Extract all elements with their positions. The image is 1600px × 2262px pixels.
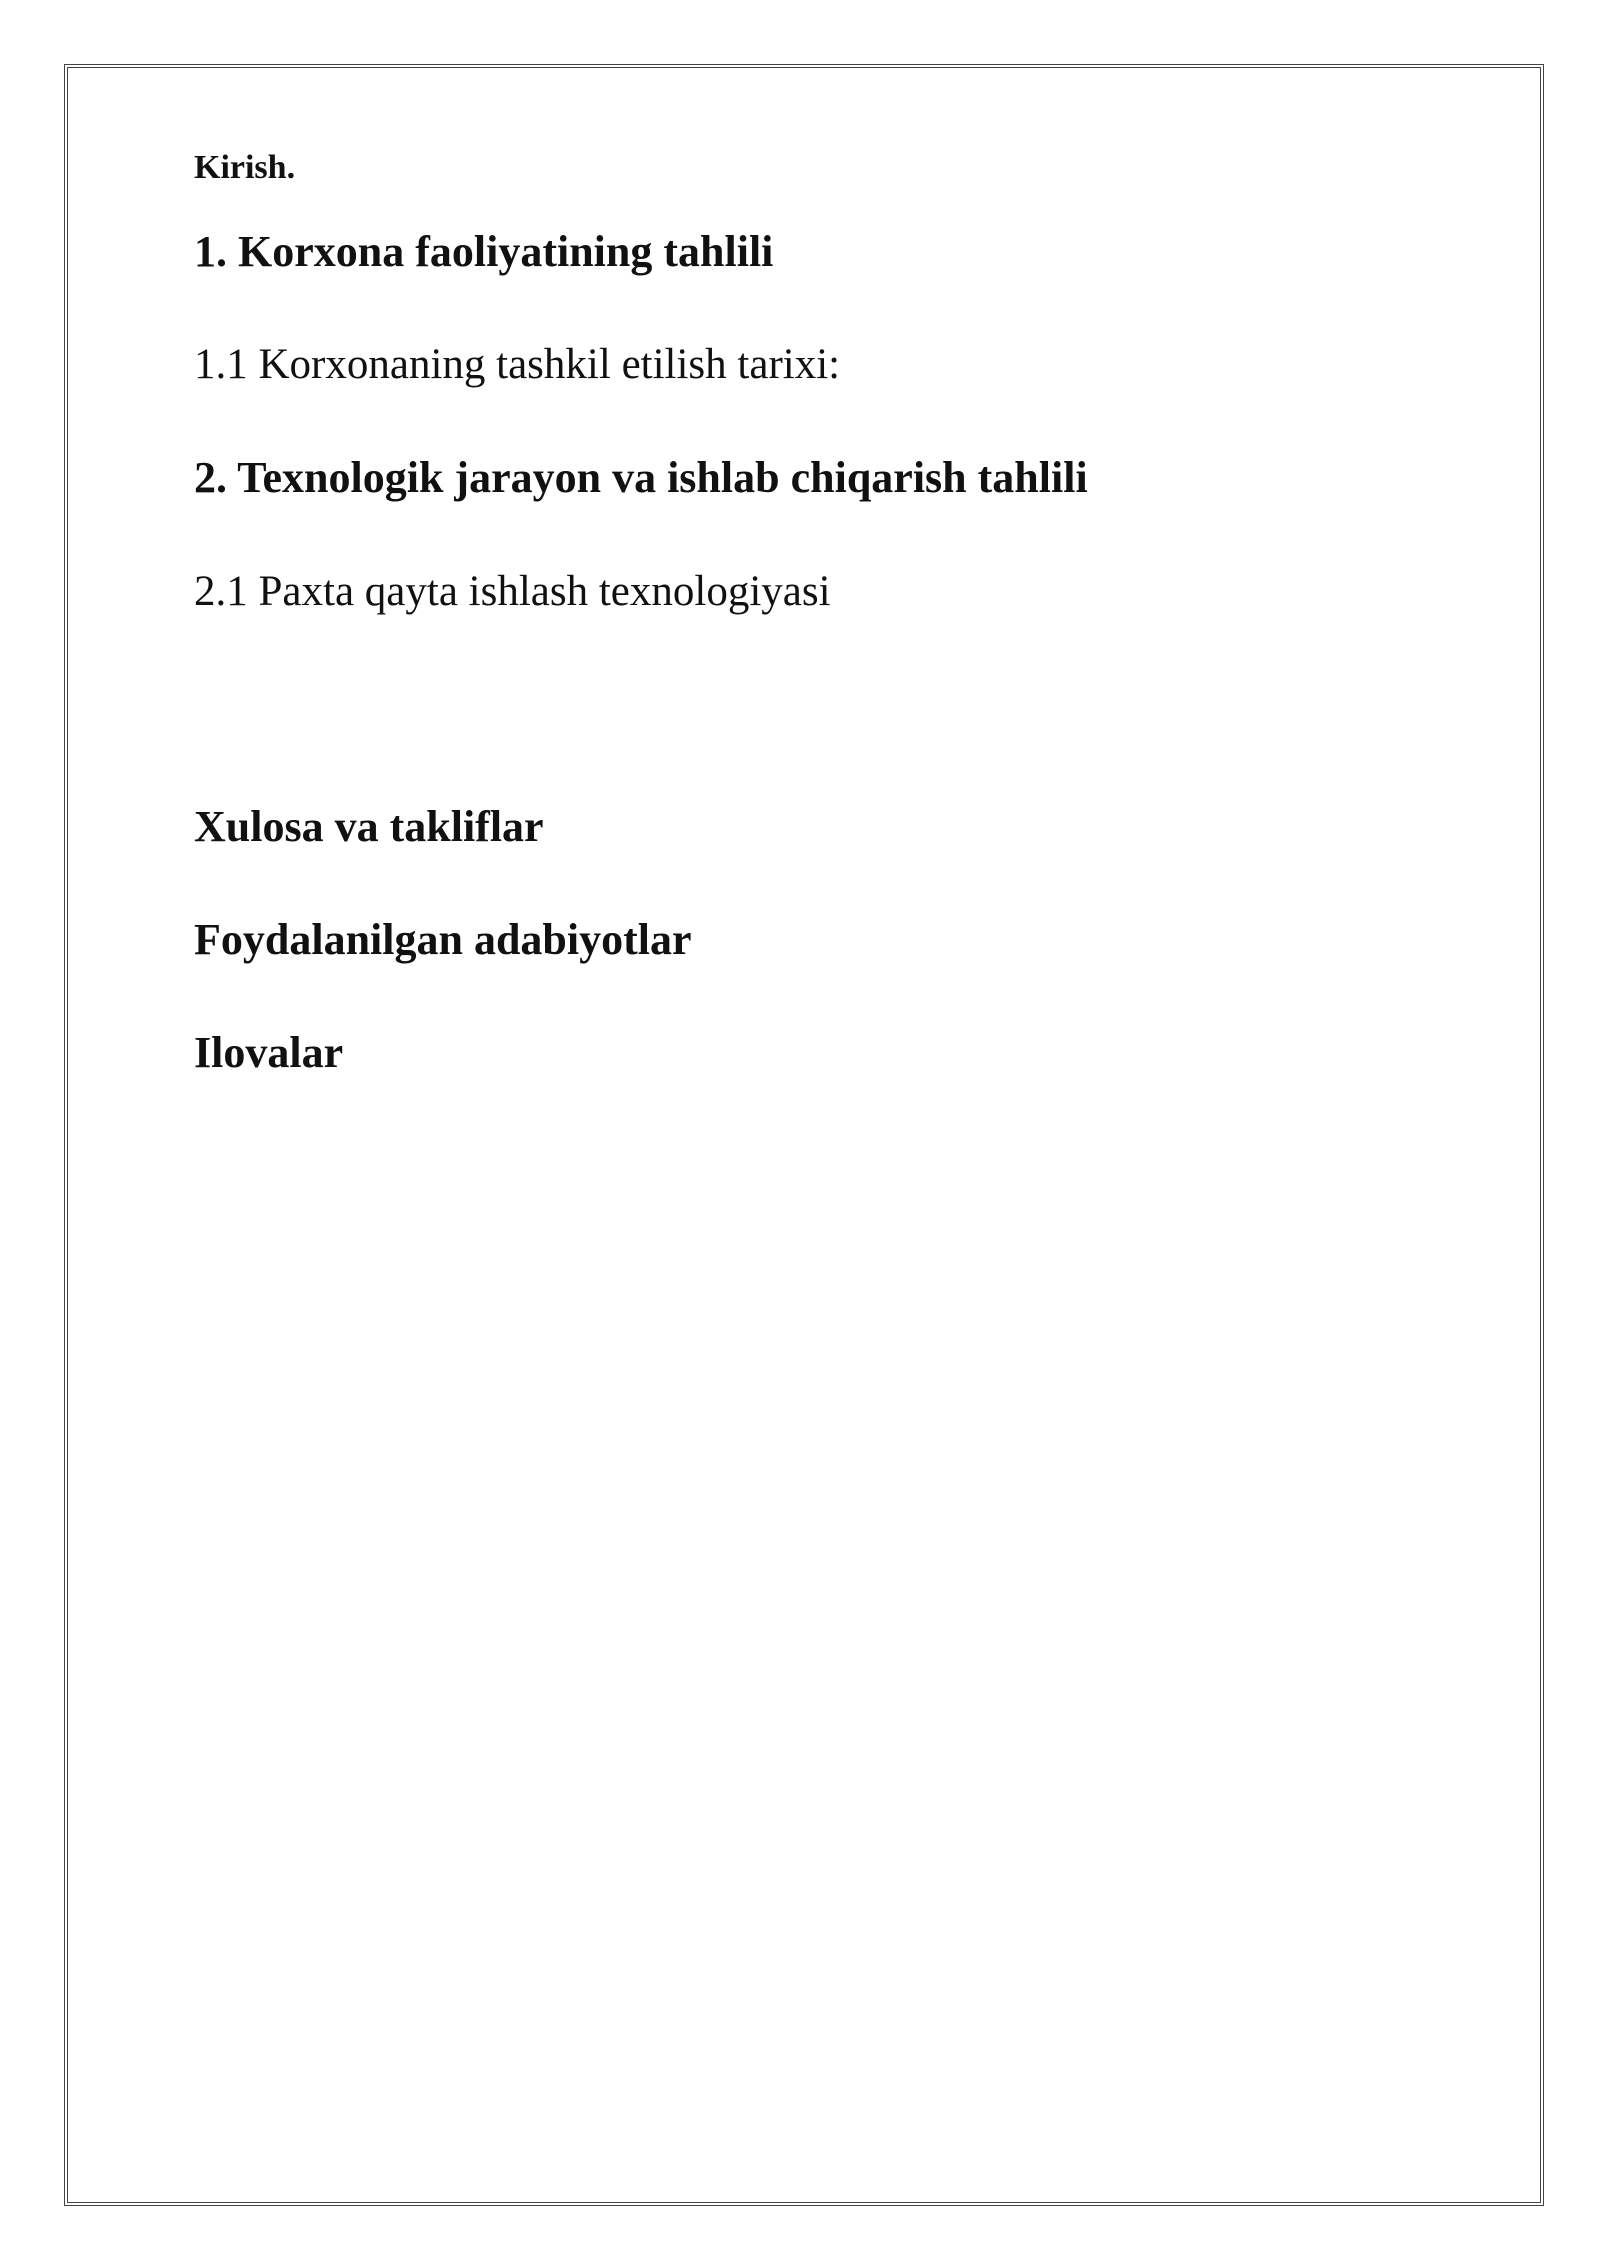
toc-chapter-1: 1. Korxona faoliyatining tahlili [194, 227, 774, 276]
toc-conclusion: Xulosa va takliflar [194, 802, 544, 851]
toc-section-2-1: 2.1 Paxta qayta ishlash texnologiyasi [194, 568, 831, 615]
toc-chapter-2: 2. Texnologik jarayon va ishlab chiqarish tahlili [194, 453, 1088, 502]
toc-section-1-1: 1.1 Korxonaning tashkil etilish tarixi: [194, 341, 841, 388]
toc-appendices: Ilovalar [194, 1028, 344, 1077]
toc-intro: Kirish. [194, 149, 296, 186]
toc-references: Foydalanilgan adabiyotlar [194, 915, 692, 964]
